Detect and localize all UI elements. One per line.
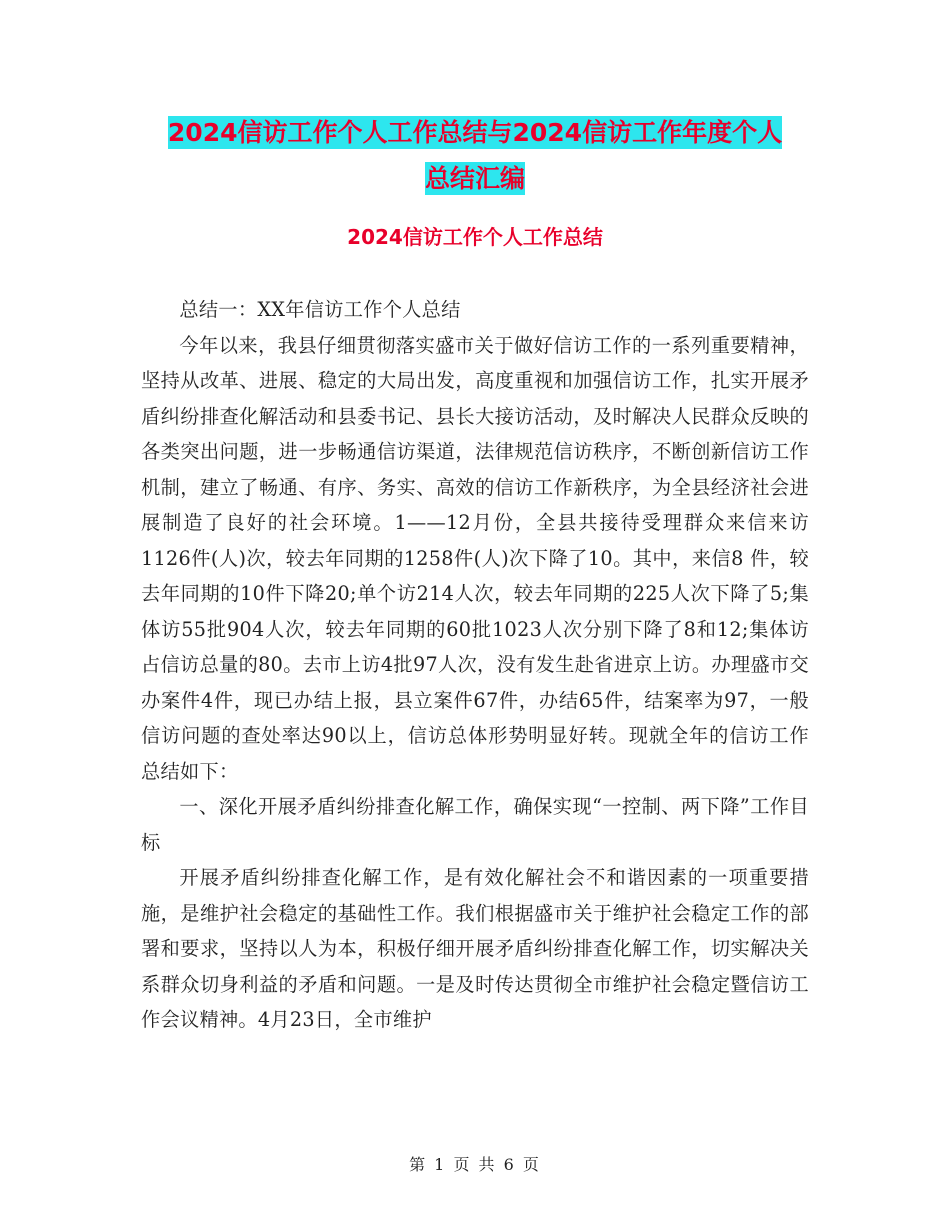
- paragraph-heading: 总结一：XX年信访工作个人总结: [179, 298, 461, 321]
- paragraph-section-heading: 一、深化开展矛盾纠纷排查化解工作，确保实现“一控制、两下降”工作目标: [141, 795, 809, 854]
- section-title: 2024信访工作个人工作总结: [347, 225, 603, 249]
- paragraph: 今年以来，我县仔细贯彻落实盛市关于做好信访工作的一系列重要精神，坚持从改革、进展、稳定的大局出发，高度重视和加强信访工作，扎实开展矛盾纠纷排查化解活动和县委书记、县长大接访活动，及时解决人民群众反映的各类突出问题，进一步畅通信访渠道，法律规范信访秩序，不断创新信访工作机制，建立了畅通、有序、务实、高效的信访工作新秩序，为全县经济社会进展制造了良好的社会环境。1——12月份，全县共接待受理群众来信来访1126件(人)次，较去年同期的1258件(人)次下降了10。其中，来信8 件，较去年同期的10件下降20;单个访214人次，较去年同期的225人次下降了5;集体访55批904人次，较去年同期的60批1023人次分别下降了8和12;集体访占信访总量的80。去市上访4批97人次，没有发生赴省进京上访。办理盛市交办案件4件，现已办结上报，县立案件67件，办结65件，结案率为97，一般信访问题的查处率达90以上，信访总体形势明显好转。现就全年的信访工作总结如下：: [141, 333, 809, 783]
- title-line-2: 总结汇编: [424, 164, 525, 193]
- page-footer: 第 1 页 共 6 页: [409, 1155, 541, 1174]
- title-line-1: 2024信访工作个人工作总结与2024信访工作年度个人: [167, 118, 783, 147]
- document-body: [141, 292, 809, 1038]
- document-title: [140, 110, 810, 202]
- paragraph: 开展矛盾纠纷排查化解工作，是有效化解社会不和谐因素的一项重要措施，是维护社会稳定的基础性工作。我们根据盛市关于维护社会稳定工作的部署和要求，坚持以人为本，积极仔细开展矛盾纠纷排查化解工作，切实解决关系群众切身利益的矛盾和问题。一是及时传达贯彻全市维护社会稳定暨信访工作会议精神。4月23日，全市维护: [141, 866, 809, 1031]
